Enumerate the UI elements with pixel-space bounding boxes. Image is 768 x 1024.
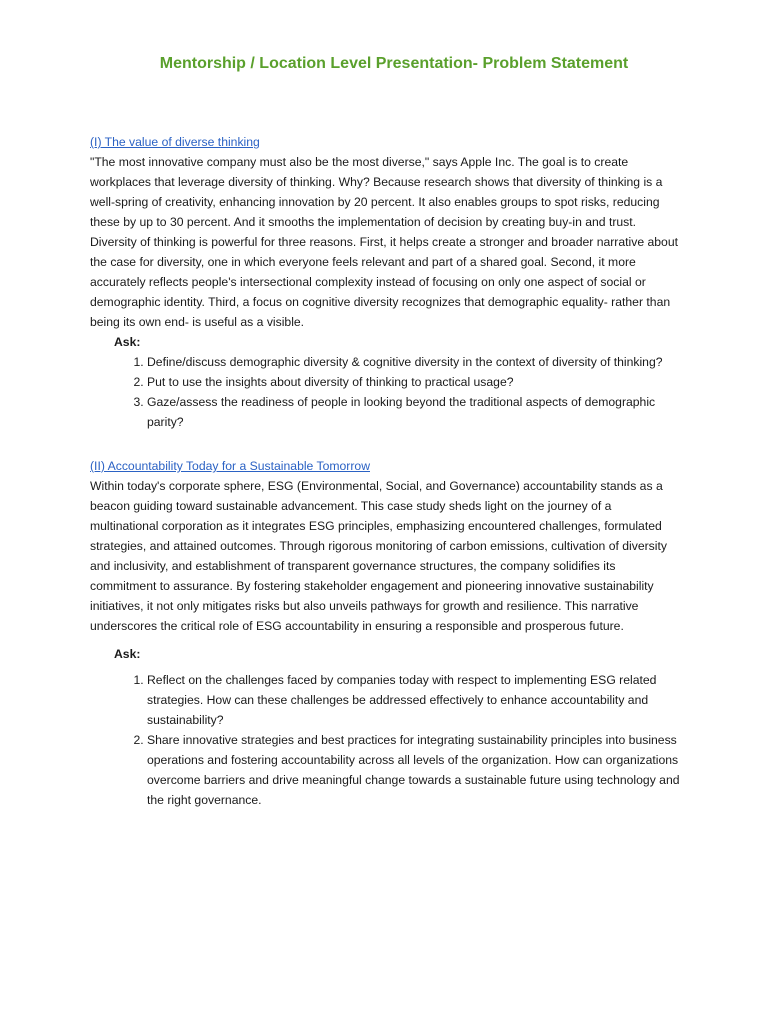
page-title: Mentorship / Location Level Presentation- Problem Statement — [159, 55, 629, 72]
ask-list-accountability — [90, 670, 682, 810]
list-item: 3. Gaze/assess the readiness of people in looking beyond the traditional aspects of demographic parity? — [147, 392, 682, 432]
section-heading-accountability: (II) Accountability Today for a Sustainable Tomorrow — [90, 459, 370, 473]
ask-label: Ask: — [114, 335, 141, 349]
document-page — [90, 52, 682, 810]
section-diverse-thinking — [90, 132, 682, 432]
section-spacer — [90, 432, 682, 456]
section-heading-diverse-thinking: (I) The value of diverse thinking — [90, 135, 260, 149]
section-body-diverse-thinking: "The most innovative company must also be the most diverse," says Apple Inc. The goal is to create workplaces that leverage diversity of thinking. Why? Because research shows that diversity of thinking is a well-spring of creativity, enhancing innovation by 20 percent. It also enables groups to spot risks, reducing these by up to 30 percent. And it smooths the implementation of decision by creating buy-in and trust. Diversity of thinking is powerful for three reasons. First, it helps create a stronger and broader narrative about the case for diversity, one in which everyone feels relevant and part of a shared goal. Second, it more accurately reflects people's intersectional complexity instead of focusing on only one aspect of social or demographic identity. Third, a focus on cognitive diversity recognizes that demographic equality- rather than being its own end- is useful as a visible. — [90, 155, 678, 329]
ask-list-diverse-thinking — [90, 352, 682, 432]
list-item: 2. Share innovative strategies and best practices for integrating sustainability principles into business operations and fostering accountability across all levels of the organization. How can organizations overcome barriers and drive meaningful change towards a sustainable future using technology and the right governance. — [147, 730, 682, 810]
ask-label: Ask: — [114, 647, 141, 661]
list-item: 1. Reflect on the challenges faced by companies today with respect to implementing ESG related strategies. How can these challenges be addressed effectively to enhance accountability and sustainability? — [147, 670, 682, 730]
section-accountability — [90, 456, 682, 810]
list-item: 1. Define/discuss demographic diversity & cognitive diversity in the context of diversity of thinking? — [147, 352, 682, 372]
list-item: 2. Put to use the insights about diversity of thinking to practical usage? — [147, 372, 682, 392]
section-body-accountability: Within today's corporate sphere, ESG (Environmental, Social, and Governance) accountability stands as a beacon guiding toward sustainable advancement. This case study sheds light on the journey of a multinational corporation as it integrates ESG principles, emphasizing encountered challenges, formulated strategies, and attained outcomes. Through rigorous monitoring of carbon emissions, cultivation of diversity and inclusivity, and establishment of transparent governance structures, the company solidifies its commitment to assurance. By fostering stakeholder engagement and pioneering innovative sustainability initiatives, it not only mitigates risks but also unveils pathways for growth and resilience. This narrative underscores the critical role of ESG accountability in ensuring a responsible and prosperous future. — [90, 479, 667, 633]
